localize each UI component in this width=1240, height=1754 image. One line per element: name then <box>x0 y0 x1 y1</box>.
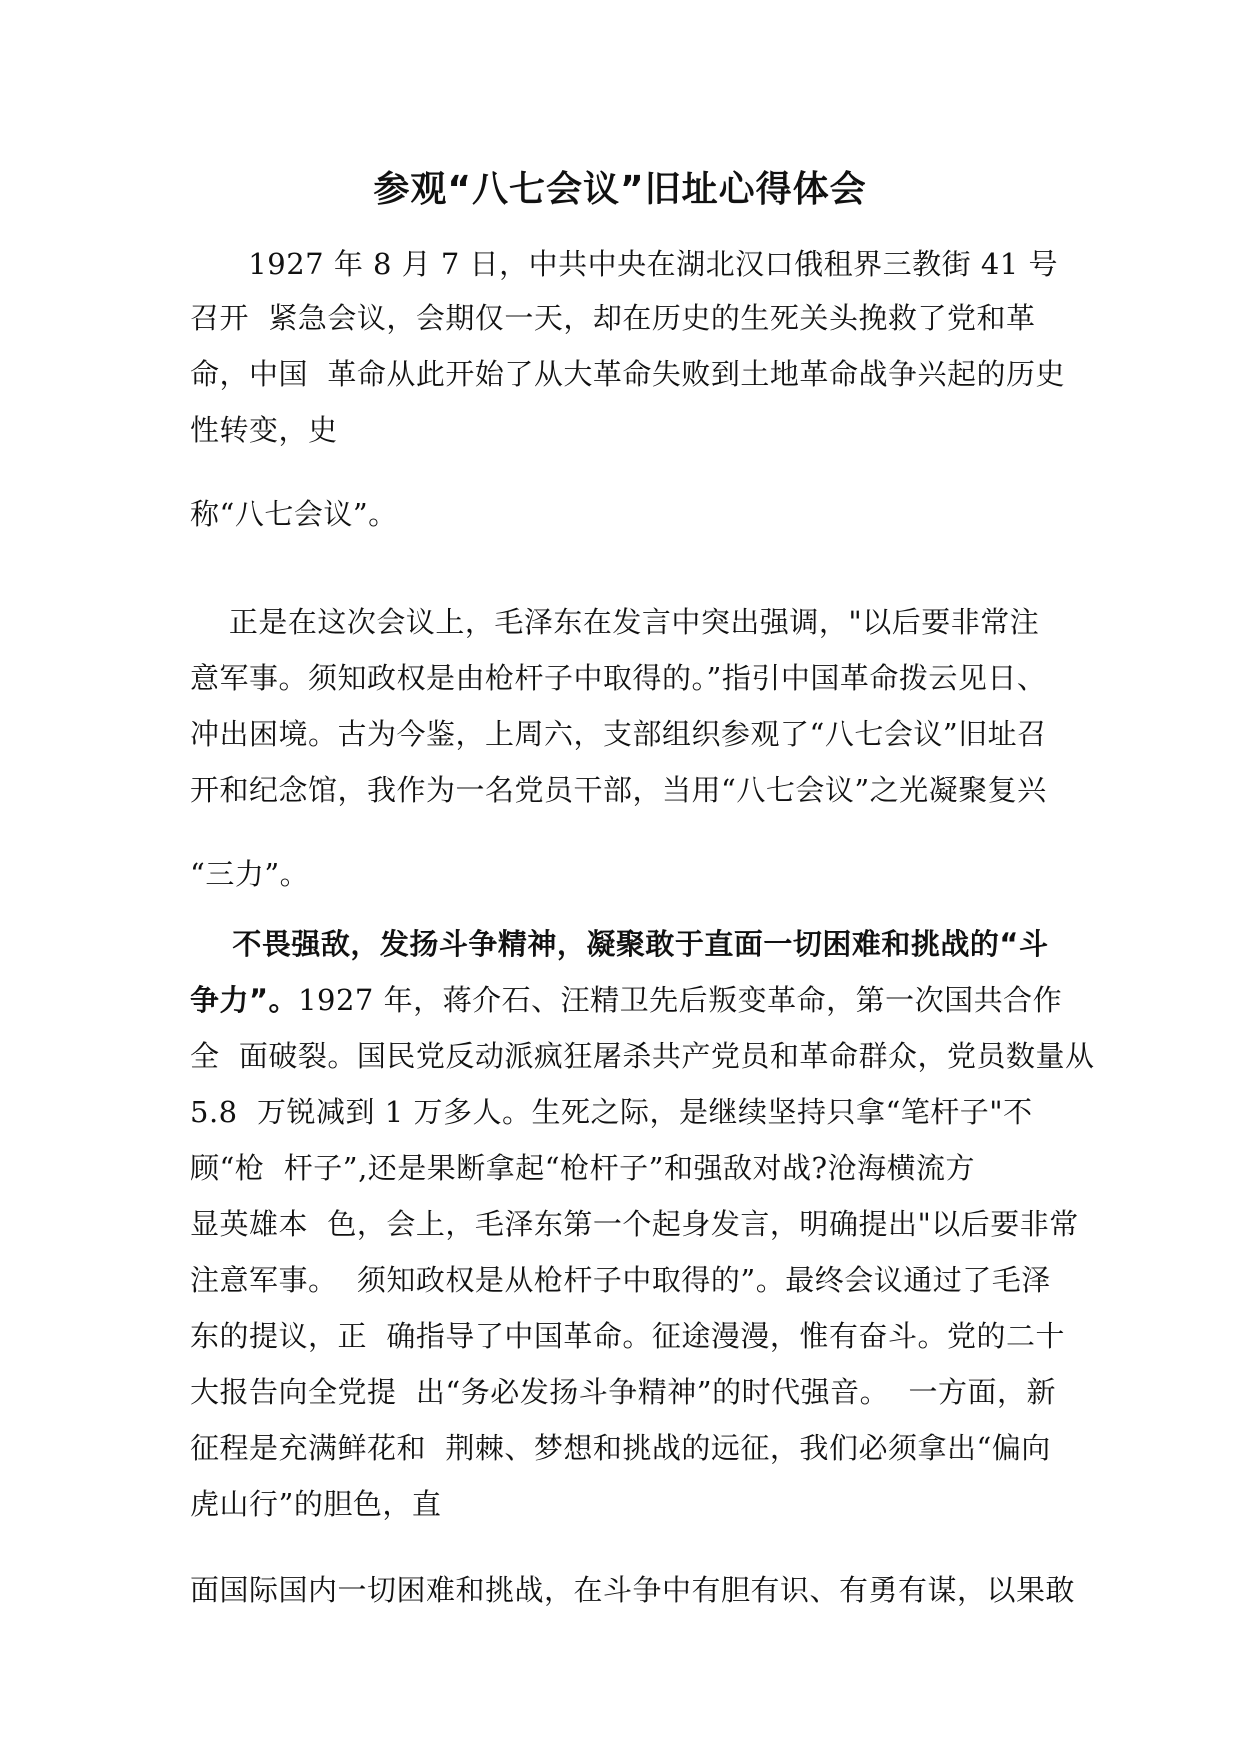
paragraph-2-line-3: 冲出困境。古为今鉴，上周六，支部组织参观了“八七会议”旧址召 <box>190 717 1047 751</box>
paragraph-1-line-5: 称“八七会议”。 <box>190 497 398 531</box>
paragraph-1-line-4: 性转变，史 <box>190 413 338 447</box>
paragraph-1-line-1: 1927 年 8 月 7 日，中共中央在湖北汉口俄租界三教街 41 号 <box>190 247 1058 281</box>
paragraph-3-line-9: 大报告向全党提 出“务必发扬斗争精神”的时代强音。 一方面，新 <box>190 1375 1057 1409</box>
paragraph-3-line-12: 面国际国内一切困难和挑战，在斗争中有胆有识、有勇有谋，以果敢 <box>190 1573 1076 1607</box>
paragraph-3-line-8: 东的提议，正 确指导了中国革命。征途漫漫，惟有奋斗。党的二十 <box>190 1319 1065 1353</box>
paragraph-3-line-5: 顾“枪 杆子”,还是果断拿起“枪杆子”和强敌对战?沧海横流方 <box>190 1151 976 1185</box>
paragraph-3-line-11: 虎山行”的胆色，直 <box>190 1487 442 1521</box>
paragraph-3-line-10: 征程是充满鲜花和 荆棘、梦想和挑战的远征，我们必须拿出“偏向 <box>190 1431 1051 1465</box>
paragraph-3-line-2 <box>190 980 1062 1020</box>
paragraph-1-line-2: 召开 紧急会议，会期仅一天，却在历史的生死关头挽救了党和革 <box>190 301 1036 335</box>
paragraph-2-line-5: “三力”。 <box>190 857 310 891</box>
paragraph-2-line-4: 开和纪念馆，我作为一名党员干部，当用“八七会议”之光凝聚复兴 <box>190 773 1047 807</box>
document-title: 参观“八七会议”旧址心得体会 <box>373 169 867 210</box>
paragraph-2-line-1: 正是在这次会议上，毛泽东在发言中突出强调，"以后要非常注 <box>190 605 1040 639</box>
paragraph-3-line-7: 注意军事。 须知政权是从枪杆子中取得的”。最终会议通过了毛泽 <box>190 1263 1051 1297</box>
paragraph-3-heading-line-1: 不畏强敌，发扬斗争精神，凝聚敢于直面一切困难和挑战的“斗 <box>190 927 1049 961</box>
paragraph-3-line-6: 显英雄本 色，会上，毛泽东第一个起身发言，明确提出"以后要非常 <box>190 1207 1079 1241</box>
paragraph-3-line-3: 全 面破裂。国民党反动派疯狂屠杀共产党员和革命群众，党员数量从 <box>190 1039 1095 1073</box>
paragraph-3-line-2-text: 1927 年，蒋介石、汪精卫先后叛变革命，第一次国共合作 <box>298 983 1063 1017</box>
paragraph-3-line-4: 5.8 万锐减到 1 万多人。生死之际，是继续坚持只拿“笔杆子"不 <box>190 1095 1033 1129</box>
paragraph-3-heading-line-2: 争力”。 <box>190 983 299 1017</box>
paragraph-1-line-3: 命，中国 革命从此开始了从大革命失败到土地革命战争兴起的历史 <box>190 357 1065 391</box>
paragraph-2-line-2: 意军事。须知政权是由枪杆子中取得的。”指引中国革命拨云见日、 <box>190 661 1047 695</box>
